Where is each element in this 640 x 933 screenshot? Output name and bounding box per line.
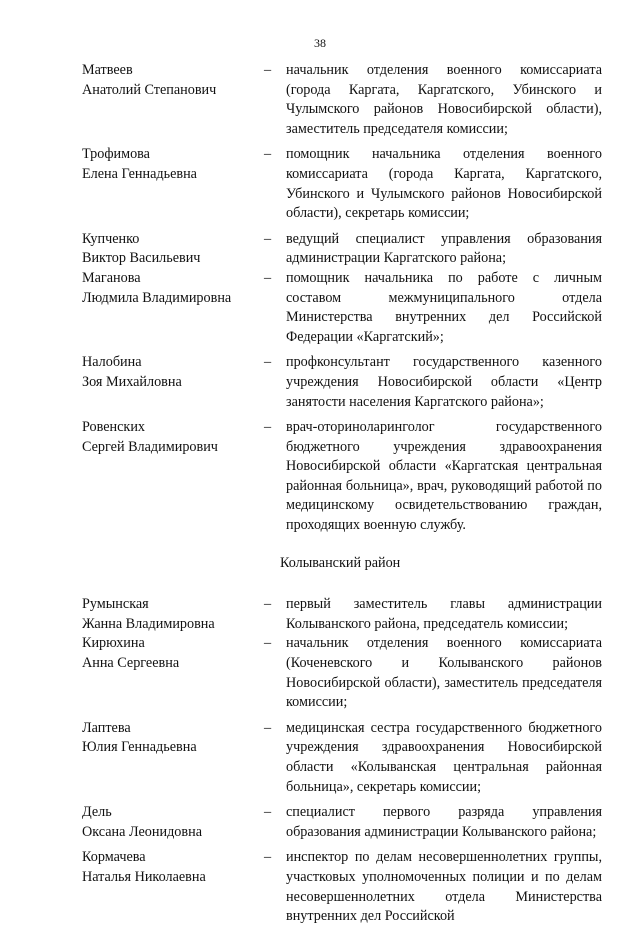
dash: – bbox=[264, 849, 272, 866]
member-entry bbox=[0, 418, 640, 536]
member-surname: Ровенских bbox=[82, 419, 146, 436]
member-given-name: Сергей Владимирович bbox=[82, 438, 218, 455]
member-description: первый заместитель главы администрации Колыванского района, председатель комиссии; bbox=[286, 596, 602, 632]
member-surname: Кирюхина bbox=[82, 635, 145, 652]
member-entry bbox=[0, 634, 640, 712]
member-entry bbox=[0, 595, 640, 634]
dash: – bbox=[264, 269, 272, 286]
member-description: помощник начальника по работе с личным составом межмуниципального отдела Министерства внутренних дел Российской Федерации «Каргатский»; bbox=[286, 269, 602, 345]
member-given-name: Анна Сергеевна bbox=[82, 655, 180, 672]
member-description: профконсультант государственного казенного учреждения Новосибирской области «Центр занятости населения Каргатского района»; bbox=[286, 354, 602, 410]
member-description: начальник отделения военного комиссариата (города Каргата, Каргатского, Убинского и Чулымского районов Новосибирской области), заместитель председателя комиссии; bbox=[286, 62, 602, 137]
dash: – bbox=[264, 354, 272, 371]
dash: – bbox=[264, 62, 272, 78]
member-description: начальник отделения военного комиссариата (Коченевского и Колыванского районов Новосибирской области), заместитель председателя комиссии; bbox=[286, 635, 602, 711]
document-body bbox=[0, 61, 640, 933]
member-surname: Дель bbox=[82, 804, 112, 821]
member-name bbox=[82, 61, 264, 100]
member-given-name: Виктор Васильевич bbox=[82, 250, 201, 267]
member-description: ведущий специалист управления образования администрации Каргатского района; bbox=[286, 230, 602, 267]
member-surname: Лаптева bbox=[82, 719, 131, 736]
dash: – bbox=[264, 596, 272, 613]
member-entry bbox=[0, 353, 640, 412]
page-number: 38 bbox=[314, 36, 326, 50]
member-entry bbox=[0, 61, 640, 139]
member-given-name: Людмила Владимировна bbox=[82, 289, 232, 306]
member-description: специалист первого разряда управления образования администрации Колыванского района; bbox=[286, 804, 602, 840]
member-surname: Купченко bbox=[82, 230, 140, 247]
dash: – bbox=[264, 804, 272, 821]
member-surname: Маганова bbox=[82, 269, 141, 286]
dash: – bbox=[264, 230, 272, 247]
member-given-name: Зоя Михайловна bbox=[82, 373, 182, 390]
member-name bbox=[82, 595, 264, 634]
member-name bbox=[82, 719, 264, 758]
member-given-name: Елена Геннадьевна bbox=[82, 165, 197, 182]
member-surname: Кормачева bbox=[82, 849, 146, 866]
dash: – bbox=[264, 719, 272, 736]
member-name bbox=[82, 145, 264, 184]
dash: – bbox=[264, 635, 272, 652]
member-surname: Налобина bbox=[82, 354, 142, 371]
member-description: помощник начальника отделения военного комиссариата (города Каргата, Каргатского, Убинского и Чулымского районов Новосибирской области), секретарь комиссии; bbox=[286, 146, 602, 222]
dash: – bbox=[264, 419, 272, 436]
member-surname: Матвеев bbox=[82, 62, 133, 78]
member-description: медицинская сестра государственного бюджетного учреждения здравоохранения Новосибирской области «Колыванская центральная районная больница», секретарь комиссии; bbox=[286, 719, 602, 795]
member-name bbox=[82, 803, 264, 842]
member-name bbox=[82, 418, 264, 457]
member-surname: Румынская bbox=[82, 596, 149, 613]
member-entry bbox=[0, 145, 640, 223]
member-name bbox=[82, 848, 264, 887]
member-entry bbox=[0, 230, 640, 269]
member-description: врач-оториноларинголог государственного бюджетного учреждения здравоохранения Новосибирской области «Каргатская центральная районная больница», врач, руководящий работой по медицинскому освидетельствованию граждан, проходящих военную службу. bbox=[286, 419, 602, 534]
member-entry bbox=[0, 719, 640, 797]
member-entry bbox=[0, 269, 640, 347]
member-description: инспектор по делам несовершеннолетних группы, участковых уполномоченных полиции и по делам несовершеннолетних отдела Министерства внутренних дел Российской bbox=[286, 849, 602, 925]
member-name bbox=[82, 353, 264, 392]
member-entry bbox=[0, 848, 640, 926]
member-given-name: Анатолий Степанович bbox=[82, 81, 217, 98]
member-given-name: Жанна Владимировна bbox=[82, 615, 215, 632]
member-given-name: Оксана Леонидовна bbox=[82, 823, 202, 840]
member-name bbox=[82, 230, 264, 269]
member-entry bbox=[0, 803, 640, 842]
dash: – bbox=[264, 146, 272, 163]
member-name bbox=[82, 634, 264, 673]
member-given-name: Наталья Николаевна bbox=[82, 868, 206, 885]
section-title: Колыванский район bbox=[280, 554, 401, 571]
member-surname: Трофимова bbox=[82, 146, 150, 163]
member-given-name: Юлия Геннадьевна bbox=[82, 739, 197, 756]
member-name bbox=[82, 269, 264, 308]
